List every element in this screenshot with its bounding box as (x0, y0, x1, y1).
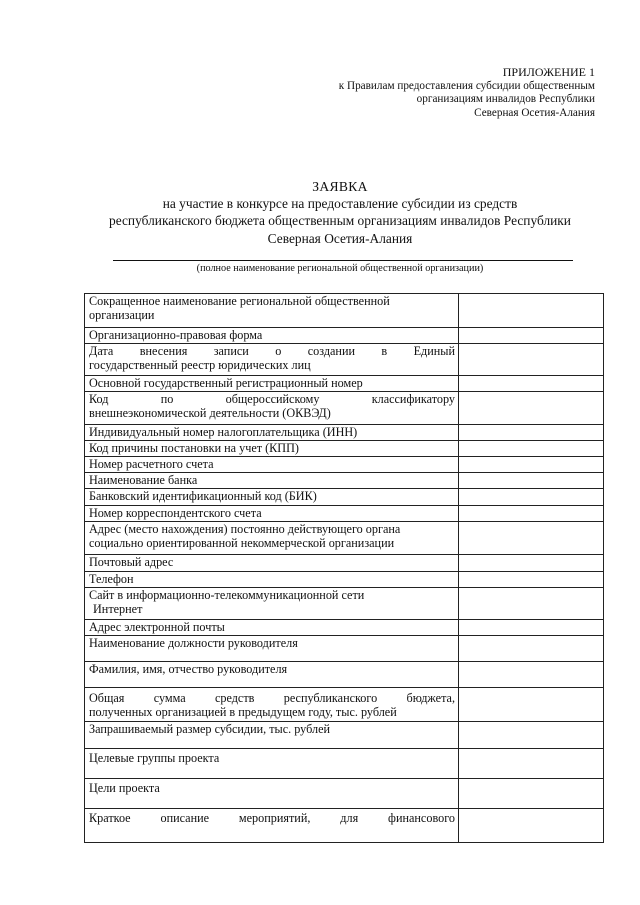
table-row (85, 555, 604, 572)
row-value-cell[interactable] (459, 441, 604, 457)
table-row (85, 294, 604, 328)
table-row (85, 572, 604, 588)
row-label: Целевые группы проекта (85, 749, 459, 779)
table-row (85, 522, 604, 555)
row-label: Наименование банка (85, 473, 459, 489)
row-value-cell[interactable] (459, 506, 604, 522)
table-row (85, 636, 604, 662)
row-label: Номер расчетного счета (85, 457, 459, 473)
row-value-cell[interactable] (459, 457, 604, 473)
row-value-cell[interactable] (459, 779, 604, 809)
row-label: Наименование должности руководителя (85, 636, 459, 662)
appendix-title: ПРИЛОЖЕНИЕ 1 (502, 65, 595, 79)
row-label: Банковский идентификационный код (БИК) (85, 489, 459, 506)
row-label: Общая сумма средств республиканского бюджета, полученных организацией в предыдущем году, тыс. рублей (85, 688, 459, 722)
row-label: Дата внесения записи о создании в Единый государственный реестр юридических лиц (85, 344, 459, 376)
application-title: ЗАЯВКА (312, 179, 368, 194)
organization-name-line[interactable] (113, 260, 573, 261)
row-label: Организационно-правовая форма (85, 328, 459, 344)
table-row (85, 489, 604, 506)
row-value-cell[interactable] (459, 588, 604, 620)
row-label: Запрашиваемый размер субсидии, тыс. рублей (85, 722, 459, 749)
row-value-cell[interactable] (459, 662, 604, 688)
table-row (85, 457, 604, 473)
table-row (85, 344, 604, 376)
table-row (85, 506, 604, 522)
row-label: Фамилия, имя, отчество руководителя (85, 662, 459, 688)
row-value-cell[interactable] (459, 425, 604, 441)
row-value-cell[interactable] (459, 294, 604, 328)
table-row (85, 441, 604, 457)
row-value-cell[interactable] (459, 489, 604, 506)
row-label: Сайт в информационно-телекоммуникационной сети Интернет (85, 588, 459, 620)
row-label: Адрес электронной почты (85, 620, 459, 636)
row-label: Цели проекта (85, 779, 459, 809)
row-value-cell[interactable] (459, 722, 604, 749)
application-subtitle-3: Северная Осетия-Алания (267, 230, 413, 246)
row-label: Номер корреспондентского счета (85, 506, 459, 522)
row-label: Код причины постановки на учет (КПП) (85, 441, 459, 457)
table-row (85, 809, 604, 843)
application-subtitle-2: республиканского бюджета общественным организациям инвалидов Республики (109, 213, 571, 229)
table-row (85, 376, 604, 392)
row-label: Основной государственный регистрационный номер (85, 376, 459, 392)
appendix-line-3: Северная Осетия-Алания (474, 106, 595, 119)
table-row (85, 779, 604, 809)
application-subtitle-1: на участие в конкурсе на предоставление субсидии из средств (162, 196, 518, 212)
table-row (85, 722, 604, 749)
table-row (85, 688, 604, 722)
row-value-cell[interactable] (459, 473, 604, 489)
row-value-cell[interactable] (459, 688, 604, 722)
row-value-cell[interactable] (459, 344, 604, 376)
row-value-cell[interactable] (459, 555, 604, 572)
row-value-cell[interactable] (459, 328, 604, 344)
row-value-cell[interactable] (459, 749, 604, 779)
appendix-header (295, 66, 595, 120)
organization-name-caption: (полное наименование региональной общественной организации) (196, 263, 484, 274)
application-form-table (84, 293, 604, 843)
table-row (85, 392, 604, 425)
row-value-cell[interactable] (459, 572, 604, 588)
table-row (85, 620, 604, 636)
row-value-cell[interactable] (459, 522, 604, 555)
table-row (85, 473, 604, 489)
table-row (85, 588, 604, 620)
row-value-cell[interactable] (459, 620, 604, 636)
row-label: Телефон (85, 572, 459, 588)
row-value-cell[interactable] (459, 809, 604, 843)
table-row (85, 328, 604, 344)
appendix-line-2: организациям инвалидов Республики (416, 93, 595, 106)
application-title-block (60, 178, 620, 247)
row-value-cell[interactable] (459, 376, 604, 392)
row-value-cell[interactable] (459, 392, 604, 425)
appendix-line-1: к Правилам предоставления субсидии общественным (338, 79, 595, 92)
row-label: Код по общероссийскому классификатору внешнеэкономической деятельности (ОКВЭД) (85, 392, 459, 425)
table-row (85, 662, 604, 688)
row-label: Индивидуальный номер налогоплательщика (ИНН) (85, 425, 459, 441)
table-row (85, 425, 604, 441)
row-label: Почтовый адрес (85, 555, 459, 572)
row-value-cell[interactable] (459, 636, 604, 662)
table-row (85, 749, 604, 779)
row-label: Адрес (место нахождения) постоянно действующего органа социально ориентированной некоммерческой организации (85, 522, 459, 555)
row-label: Краткое описание мероприятий, для финансового (85, 809, 459, 843)
row-label: Сокращенное наименование региональной общественной организации (85, 294, 459, 328)
